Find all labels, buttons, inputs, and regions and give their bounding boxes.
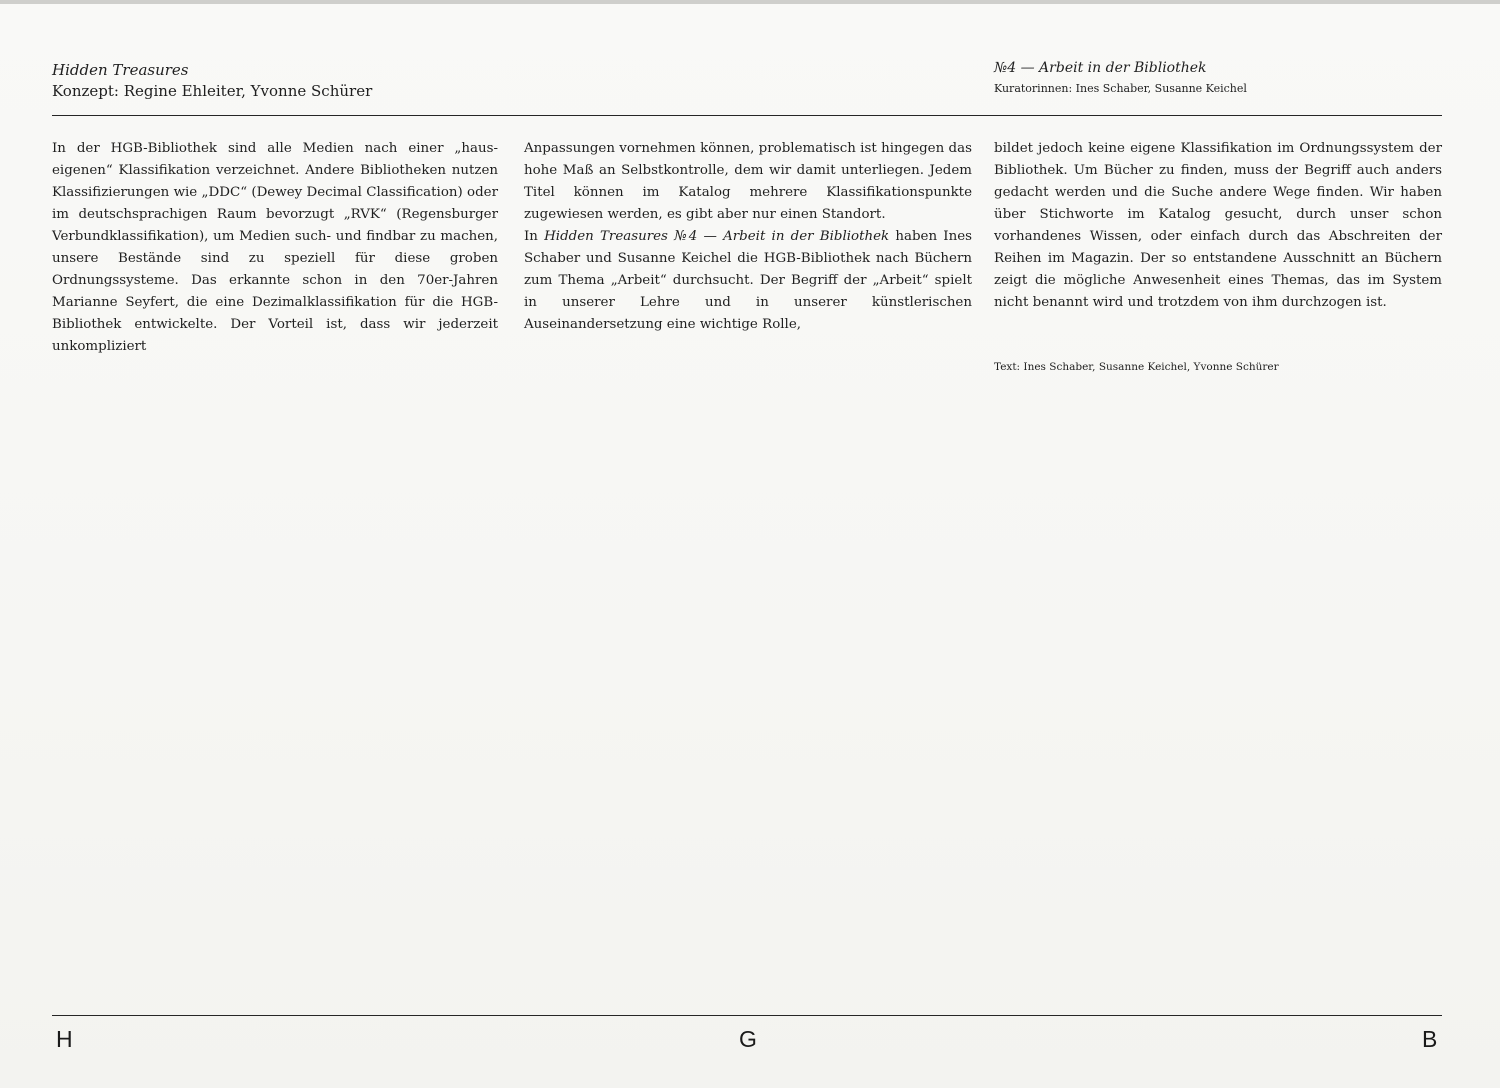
concept-credit: Konzept: Regine Ehleiter, Yvonne Schürer: [52, 82, 373, 100]
edition-title: №4 — Arbeit in der Bibliothek: [994, 60, 1207, 76]
paragraph-2-body: haben Ines Schaber und Susanne Keichel die HGB-Bibliothek nach Büchern zum Thema „Arbeit“ durchsucht. Der Begriff der „Arbeit“ spielt in unserer Lehre und in unserer künstlerischen Auseinandersetzung eine wichtige Rolle,: [524, 229, 973, 332]
footer-letter-g: G: [739, 1026, 757, 1052]
header-right: [994, 58, 1454, 98]
column-2-paragraph-1: Anpassungen vornehmen können, problematisch ist hingegen das hohe Maß an Selbstkontrolle, dem wir damit unterliegen. Jedem Titel können im Katalog mehrere Klassifikationspunkte zugewiesen werden, es gibt aber nur einen Standort.: [524, 141, 972, 222]
bottom-divider: [52, 1015, 1442, 1016]
text-column-2: [524, 138, 972, 336]
column-1-paragraph: In der HGB-Bibliothek sind alle Medien nach einer „hauseigenen“ Klassifikation verzeichnet. Andere Bibliotheken nutzen Klassifizierungen wie „DDC“ (Dewey Decimal Classification) oder im deutschsprachigen Raum bevorzugt „RVK“ (Regensburger Verbundklassifikation), um Medien such- und findbar zu machen, unsere Bestände sind zu speziell für diese groben Ordnungssysteme. Das erkannte schon in den 70er-Jahren Marianne Seyfert, die eine Dezimalklassifikation für die HGB-Bibliothek entwickelte. Der Vorteil ist, dass wir jederzeit unkompliziert: [52, 141, 498, 354]
header-left: [52, 60, 652, 102]
footer-letter-h: H: [56, 1026, 73, 1052]
curators-credit: Kuratorinnen: Ines Schaber, Susanne Keichel: [994, 82, 1247, 95]
exhibition-title-italic: Hidden Treasures №4 — Arbeit in der Bibliothek: [544, 229, 890, 244]
text-column-3: [994, 138, 1442, 314]
top-divider: [52, 115, 1442, 116]
footer-letter-b: B: [1422, 1026, 1438, 1052]
text-column-1: [52, 138, 498, 358]
paragraph-2-lead: In: [524, 229, 545, 244]
column-2-paragraph-2: [524, 226, 972, 336]
column-3-paragraph: bildet jedoch keine eigene Klassifikation im Ordnungssystem der Bibliothek. Um Bücher zu finden, muss der Begriff auch anders gedacht werden und die Suche andere Wege finden. Wir haben über Stichworte im Katalog gesucht, durch unser schon vorhandenes Wissen, oder einfach durch das Abschreiten der Reihen im Magazin. Der so entstandene Ausschnitt an Büchern zeigt die mögliche Anwesenheit eines Themas, das im System nicht benannt wird und trotzdem von ihm durchzogen ist.: [994, 141, 1442, 310]
series-title: Hidden Treasures: [52, 61, 189, 79]
text-credit: Text: Ines Schaber, Susanne Keichel, Yvonne Schürer: [994, 361, 1279, 373]
